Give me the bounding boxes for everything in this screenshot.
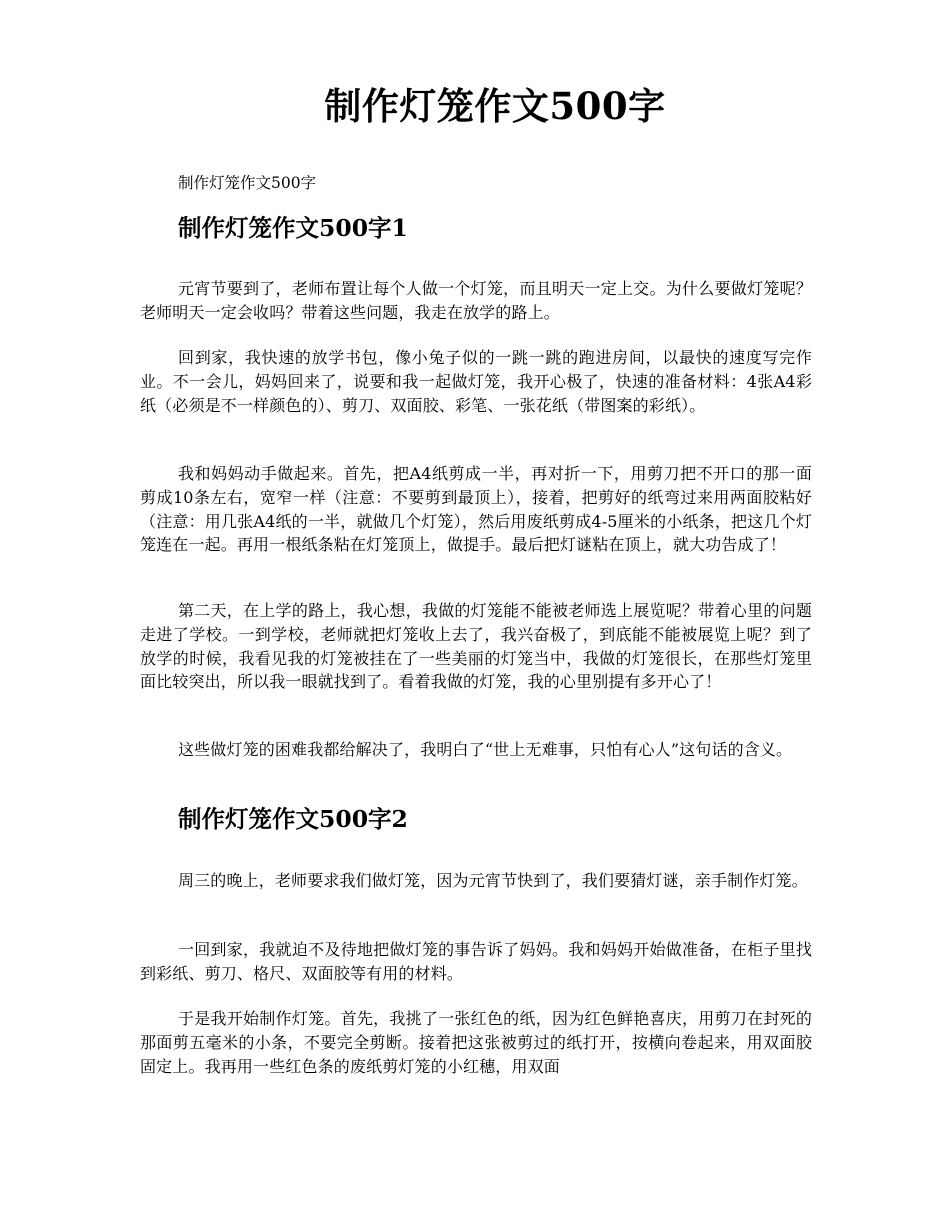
- paragraph: 回到家，我快速的放学书包，像小兔子似的一跳一跳的跑进房间，以最快的速度写完作业。不一会儿，妈妈回来了，说要和我一起做灯笼，我开心极了，快速的准备材料：4张A4彩纸（必须是不一样颜色的）、剪刀、双面胶、彩笔、一张花纸（带图案的彩纸）。: [140, 348, 812, 415]
- paragraph: 一回到家，我就迫不及待地把做灯笼的事告诉了妈妈。我和妈妈开始做准备，在柜子里找到彩纸、剪刀、格尺、双面胶等有用的材料。: [140, 940, 812, 983]
- paragraph: 这些做灯笼的困难我都给解决了，我明白了“世上无难事，只怕有心人”这句话的含义。: [178, 740, 793, 759]
- paragraph: 周三的晚上，老师要求我们做灯笼，因为元宵节快到了，我们要猜灯谜，亲手制作灯笼。: [178, 871, 808, 890]
- document-subtitle: 制作灯笼作文500字: [178, 174, 317, 192]
- paragraph: 我和妈妈动手做起来。首先，把A4纸剪成一半，再对折一下，用剪刀把不开口的那一面剪成10条左右，宽窄一样（注意：不要剪到最顶上），接着，把剪好的纸弯过来用两面胶粘好（注意：用几张A4纸的一半，就做几个灯笼），然后用废纸剪成4-5厘米的小纸条，把这几个灯笼连在一起。再用一根纸条粘在灯笼顶上，做提手。最后把灯谜粘在顶上，就大功告成了！: [140, 464, 812, 555]
- section-heading-2: 制作灯笼作文500字2: [178, 805, 408, 833]
- section-heading-1: 制作灯笼作文500字1: [178, 214, 408, 242]
- document-title: 制作灯笼作文500字: [324, 84, 666, 128]
- paragraph: 第二天，在上学的路上，我心想，我做的灯笼能不能被老师选上展览呢？带着心里的问题走进了学校。一到学校，老师就把灯笼收上去了，我兴奋极了，到底能不能被展览上呢？到了放学的时候，我看见我的灯笼被挂在了一些美丽的灯笼当中，我做的灯笼很长，在那些灯笼里面比较突出，所以我一眼就找到了。看着我做的灯笼，我的心里别提有多开心了！: [140, 601, 812, 692]
- paragraph: 元宵节要到了，老师布置让每个人做一个灯笼，而且明天一定上交。为什么要做灯笼呢？老师明天一定会收吗？带着这些问题，我走在放学的路上。: [140, 279, 812, 322]
- paragraph: 于是我开始制作灯笼。首先，我挑了一张红色的纸，因为红色鲜艳喜庆，用剪刀在封死的那面剪五毫米的小条，不要完全剪断。接着把这张被剪过的纸打开，按横向卷起来，用双面胶固定上。我再用一些红色条的废纸剪灯笼的小红穗，用双面: [140, 1009, 812, 1076]
